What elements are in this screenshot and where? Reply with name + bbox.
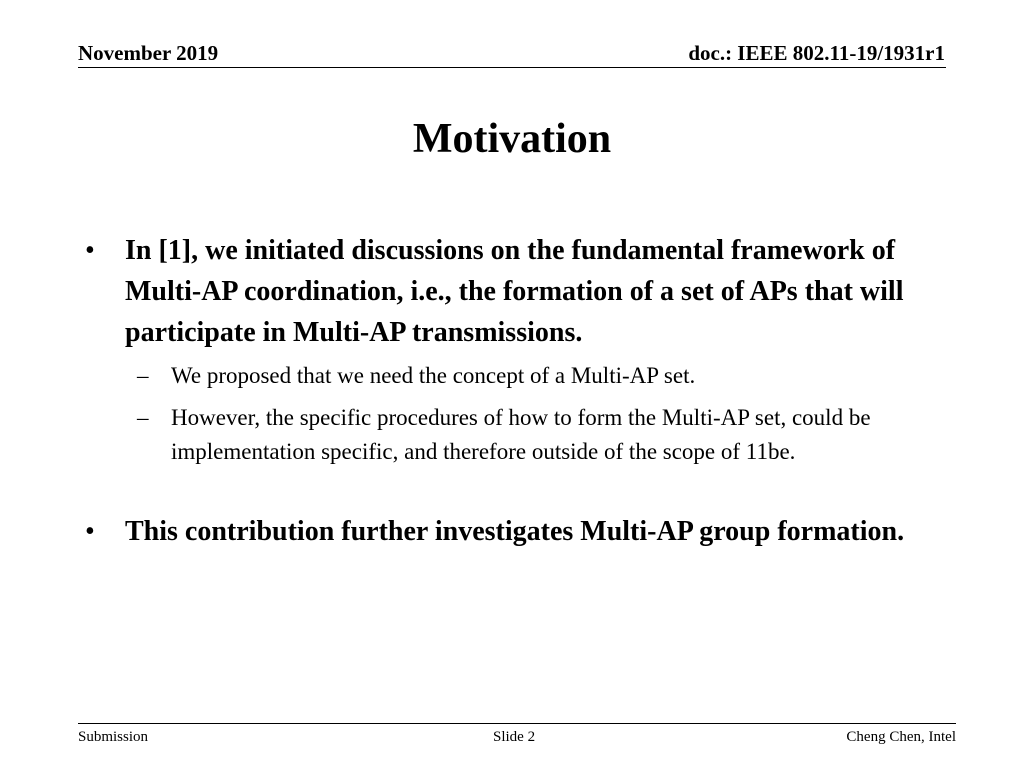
slide-content xyxy=(85,230,945,552)
sub-bullet-item xyxy=(85,359,945,393)
bullet-mark: • xyxy=(85,235,95,266)
bullet-text: In [1], we initiated discussions on the fundamental framework of Multi-AP coordination, i.e., the formation of a set of APs that will participate in Multi-AP transmissions. xyxy=(125,235,904,348)
sub-bullet-text: However, the specific procedures of how to form the Multi-AP set, could be implementation specific, and therefore outside of the scope of 11be. xyxy=(171,405,871,464)
sub-bullet-text: We proposed that we need the concept of a Multi-AP set. xyxy=(171,363,696,388)
bullet-item xyxy=(85,230,945,353)
header-date: November 2019 xyxy=(78,41,219,65)
footer-author: Cheng Chen, Intel xyxy=(846,729,956,745)
bullet-item xyxy=(85,511,945,552)
bullet-text: This contribution further investigates Multi-AP group formation. xyxy=(125,516,905,547)
footer-rule xyxy=(78,723,956,724)
sub-bullet-dash: – xyxy=(137,363,149,388)
header-doc-id: doc.: IEEE 802.11-19/1931r1 xyxy=(688,41,945,65)
bullet-mark: • xyxy=(85,516,95,547)
slide-title: Motivation xyxy=(412,116,612,162)
sub-bullet-item xyxy=(85,401,945,469)
footer-slide-number: Slide 2 xyxy=(493,729,536,745)
sub-bullet-dash: – xyxy=(137,405,149,430)
header-rule xyxy=(78,67,946,68)
footer-submission: Submission xyxy=(78,729,149,745)
